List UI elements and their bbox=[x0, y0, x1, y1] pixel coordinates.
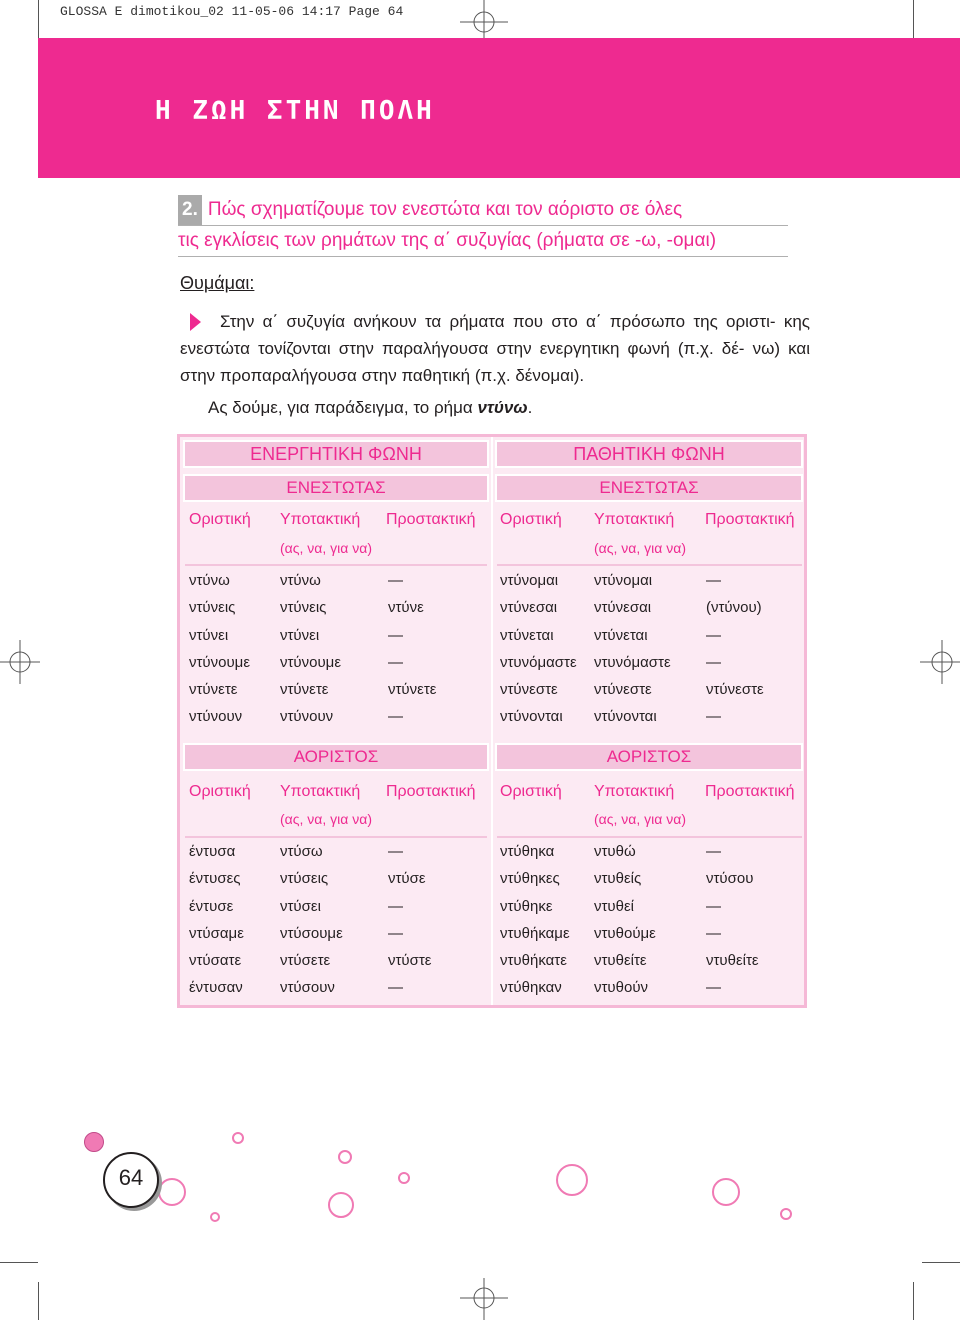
cell: ντύνει bbox=[280, 626, 320, 644]
cell: — bbox=[706, 979, 721, 997]
cell: ντύσου bbox=[706, 870, 754, 888]
registration-mark-icon bbox=[460, 0, 508, 40]
cell: ντυθείς bbox=[594, 870, 642, 888]
passive-present-imperative-header: Προστακτική bbox=[705, 511, 795, 528]
cell: ντύνεσαι bbox=[500, 599, 558, 617]
crop-mark bbox=[38, 0, 39, 38]
cell: — bbox=[388, 843, 403, 860]
cell: έντυσαν bbox=[189, 979, 243, 997]
cell: ντύνεται bbox=[500, 626, 554, 644]
cell: — bbox=[706, 653, 721, 671]
cell: έντυσε bbox=[189, 897, 234, 915]
cell: — bbox=[388, 572, 403, 589]
active-present-subjunctive-column bbox=[280, 567, 341, 731]
passive-present-indicative-column bbox=[500, 567, 577, 731]
cell: ντύνονται bbox=[594, 708, 657, 726]
cell: — bbox=[706, 708, 721, 726]
bubble-icon bbox=[398, 1172, 410, 1184]
cell: — bbox=[388, 924, 403, 942]
active-aorist-header: ΑΟΡΙΣΤΟΣ bbox=[183, 743, 489, 771]
passive-aorist-imperative-header: Προστακτική bbox=[705, 783, 795, 800]
remember-label: Θυμάμαι: bbox=[180, 273, 255, 293]
cell: ντύνομαι bbox=[500, 572, 559, 589]
bubble-icon bbox=[338, 1150, 352, 1164]
cell: ντύθηκες bbox=[500, 870, 560, 888]
cell: ντυθήκαμε bbox=[500, 924, 570, 942]
registration-mark-icon bbox=[460, 1278, 508, 1320]
cell: ντύνουν bbox=[280, 708, 334, 726]
cell: ντυθείτε bbox=[594, 952, 647, 970]
passive-aorist-subj-note: (ας, να, για να) bbox=[594, 811, 687, 827]
cell: ντύνε bbox=[388, 599, 424, 617]
cell: — bbox=[388, 897, 403, 915]
cell: — bbox=[388, 979, 403, 997]
active-present-imperative-header: Προστακτική bbox=[386, 511, 476, 528]
passive-present-subjunctive-header: Υποτακτική bbox=[594, 511, 675, 528]
passive-present-indicative-header: Οριστική bbox=[500, 511, 562, 528]
header-rule bbox=[497, 564, 802, 566]
active-aorist-indicative-column bbox=[189, 838, 244, 1002]
cell: ντύθηκα bbox=[500, 843, 555, 860]
active-present-header: ΕΝΕΣΤΩΤΑΣ bbox=[183, 474, 489, 502]
cell: έντυσα bbox=[189, 843, 236, 860]
pink-dot-icon bbox=[84, 1132, 104, 1152]
cell: — bbox=[388, 653, 403, 671]
passive-aorist-imperative-column bbox=[706, 838, 759, 1002]
question-heading bbox=[178, 195, 788, 257]
registration-mark-icon bbox=[920, 640, 960, 684]
voice-divider bbox=[491, 437, 493, 1005]
cell: ντύνουμε bbox=[280, 653, 342, 671]
cell: — bbox=[706, 626, 721, 644]
passive-aorist-header: ΑΟΡΙΣΤΟΣ bbox=[495, 743, 803, 771]
bubble-icon bbox=[712, 1178, 740, 1206]
cell: έντυσες bbox=[189, 870, 241, 888]
passive-present-subjunctive-column bbox=[594, 567, 671, 731]
cell: ντύνω bbox=[280, 572, 321, 589]
cell: — bbox=[706, 924, 721, 942]
registration-mark-icon bbox=[0, 640, 40, 684]
cell: ντύνεστε bbox=[706, 681, 764, 699]
crop-mark bbox=[913, 0, 914, 38]
active-aorist-subj-note: (ας, να, για να) bbox=[280, 811, 373, 827]
active-aorist-imperative-header: Προστακτική bbox=[386, 783, 476, 800]
cell: ντύσουμε bbox=[280, 924, 343, 942]
cell: ντύθηκε bbox=[500, 897, 553, 915]
passive-aorist-indicative-column bbox=[500, 838, 570, 1002]
active-present-subj-note: (ας, να, για να) bbox=[280, 540, 373, 556]
cell: ντύνεσαι bbox=[594, 599, 652, 617]
crop-mark bbox=[913, 1282, 914, 1320]
cell: ντύνεστε bbox=[594, 681, 652, 699]
bubble-icon bbox=[158, 1178, 186, 1206]
crop-mark bbox=[0, 1262, 38, 1263]
active-present-indicative-column bbox=[189, 567, 250, 731]
active-aorist-subjunctive-header: Υποτακτική bbox=[280, 783, 361, 800]
cell: ντύσατε bbox=[189, 952, 242, 970]
active-present-subjunctive-header: Υποτακτική bbox=[280, 511, 361, 528]
crop-mark bbox=[922, 1262, 960, 1263]
cell: ντύνω bbox=[189, 572, 230, 589]
cell: ντύσω bbox=[280, 843, 323, 860]
question-text-1: Πώς σχηματίζουμε τον ενεστώτα και τον αόριστο σε όλες bbox=[207, 199, 683, 220]
cell: ντύνετε bbox=[388, 681, 437, 699]
cell: ντύνουμε bbox=[189, 653, 251, 671]
passive-present-subj-note: (ας, να, για να) bbox=[594, 540, 687, 556]
cell: — bbox=[388, 626, 403, 644]
cell: ντύσαμε bbox=[189, 924, 244, 942]
cell: — bbox=[706, 572, 721, 589]
active-present-indicative-header: Οριστική bbox=[189, 511, 251, 528]
cell: ντύσουν bbox=[280, 979, 335, 997]
chapter-title: Η ΖΩΗ ΣΤΗΝ ΠΟΛΗ bbox=[155, 96, 435, 126]
cell: ντύνει bbox=[189, 626, 229, 644]
example-text: Ας δούμε, για παράδειγμα, το ρήμα bbox=[208, 398, 473, 417]
active-voice-header: ΕΝΕΡΓΗΤΙΚΗ ΦΩΝΗ bbox=[183, 440, 489, 468]
cell: ντυθούν bbox=[594, 979, 649, 997]
cell: — bbox=[706, 897, 721, 915]
cell: ντύνετε bbox=[189, 681, 238, 699]
bubble-icon bbox=[556, 1164, 588, 1196]
cell: ντυθείτε bbox=[706, 952, 759, 970]
cell: ντυθούμε bbox=[594, 924, 656, 942]
example-line bbox=[208, 398, 532, 418]
question-number: 2. bbox=[178, 195, 202, 225]
example-end: . bbox=[527, 398, 533, 417]
rule-paragraph: Στην α΄ συζυγία ανήκουν τα ρήματα που στο α΄ πρόσωπο της οριστι- κης ενεστώτα τονίζονται στην παραλήγουσα στην ενεργητικη φωνή (π.χ. δέ- νω) και στην προπαραλήγουσα στην παθητική (π.χ. δένομαι). bbox=[180, 312, 810, 385]
cell: ντύθηκαν bbox=[500, 979, 562, 997]
cell: — bbox=[388, 708, 403, 726]
cell: ντυνόμαστε bbox=[500, 653, 577, 671]
cell: ντύσε bbox=[388, 870, 426, 888]
active-present-imperative-column bbox=[388, 567, 436, 731]
cell: ντύνεστε bbox=[500, 681, 558, 699]
cell: ντύνουν bbox=[189, 708, 243, 726]
active-aorist-indicative-header: Οριστική bbox=[189, 783, 251, 800]
bubble-icon bbox=[232, 1132, 244, 1144]
passive-present-header: ΕΝΕΣΤΩΤΑΣ bbox=[495, 474, 803, 502]
question-line-2: τις εγκλίσεις των ρημάτων της α΄ συζυγίας (ρήματα σε -ω, -ομαι) bbox=[178, 226, 788, 257]
active-aorist-subjunctive-column bbox=[280, 838, 343, 1002]
cell: ντυνόμαστε bbox=[594, 653, 671, 671]
page-number: 64 bbox=[103, 1152, 159, 1208]
bubble-icon bbox=[780, 1208, 792, 1220]
cell: ντύσει bbox=[280, 897, 321, 915]
bubble-icon bbox=[210, 1212, 220, 1222]
cell: ντύνεις bbox=[189, 599, 236, 617]
passive-present-imperative-column bbox=[706, 567, 764, 731]
cell: ντυθώ bbox=[594, 843, 636, 860]
passive-aorist-indicative-header: Οριστική bbox=[500, 783, 562, 800]
cell: ντυθεί bbox=[594, 897, 634, 915]
bubble-icon bbox=[328, 1192, 354, 1218]
active-aorist-imperative-column bbox=[388, 838, 432, 1002]
example-verb: ντύνω bbox=[477, 398, 528, 417]
passive-voice-header: ΠΑΘΗΤΙΚΗ ΦΩΝΗ bbox=[495, 440, 803, 468]
cell: — bbox=[706, 843, 721, 860]
cell: ντυθήκατε bbox=[500, 952, 567, 970]
cell: (ντύνου) bbox=[706, 599, 762, 617]
crop-mark bbox=[38, 1282, 39, 1320]
cell: ντύσετε bbox=[280, 952, 331, 970]
print-slug: GLOSSA E dimotikou_02 11-05-06 14:17 Page 64 bbox=[60, 4, 404, 19]
header-rule bbox=[185, 564, 487, 566]
cell: ντύνονται bbox=[500, 708, 563, 726]
passive-aorist-subjunctive-header: Υποτακτική bbox=[594, 783, 675, 800]
cell: ντύσεις bbox=[280, 870, 329, 888]
cell: ντύνεις bbox=[280, 599, 327, 617]
cell: ντύνομαι bbox=[594, 572, 653, 589]
question-line-1 bbox=[178, 195, 788, 226]
passive-aorist-subjunctive-column bbox=[594, 838, 656, 1002]
cell: ντύνετε bbox=[280, 681, 329, 699]
cell: ντύνεται bbox=[594, 626, 648, 644]
cell: ντύστε bbox=[388, 952, 432, 970]
